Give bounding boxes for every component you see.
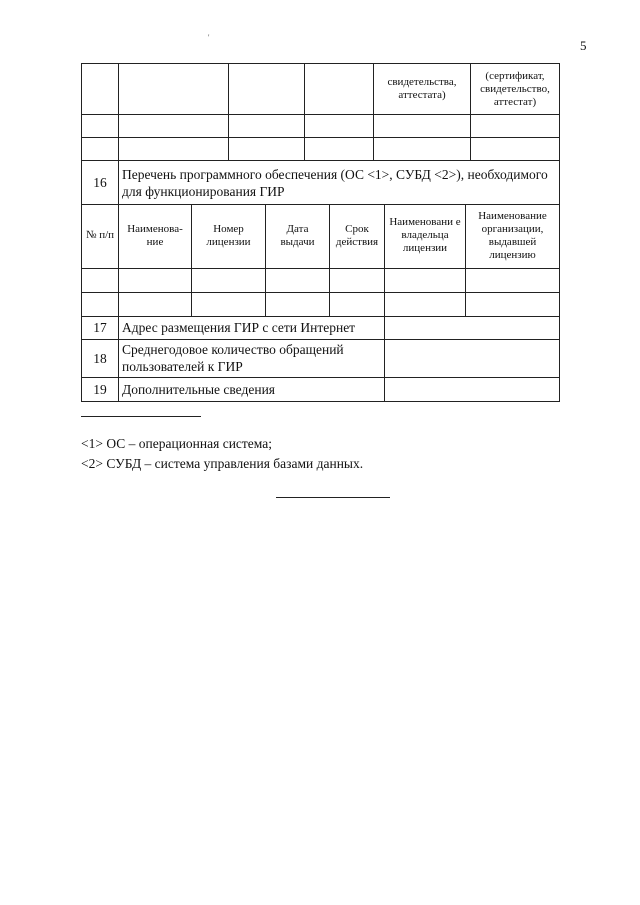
- row-number: 19: [82, 377, 119, 401]
- column-header: Наименовани е владельца лицензии: [385, 204, 466, 268]
- value-cell: [385, 316, 560, 339]
- table-row: [82, 64, 560, 115]
- footnote-2: <2> СУБД – система управления базами данных.: [81, 456, 364, 471]
- table-header-row: [82, 204, 560, 268]
- table-cell: (сертификат, свидетельство, аттестат): [471, 64, 560, 115]
- column-header: Срок действия: [330, 204, 385, 268]
- table-bottom: [81, 204, 560, 402]
- table-cell: [229, 64, 305, 115]
- column-header: № п/п: [82, 204, 119, 268]
- row-number: 16: [82, 161, 119, 205]
- value-cell: [385, 339, 560, 377]
- table-row: [82, 138, 560, 161]
- table-row: [82, 377, 560, 401]
- footnotes: [81, 434, 363, 474]
- scan-speck: ': [208, 33, 210, 42]
- table-row: [82, 268, 560, 292]
- table-top: [81, 63, 560, 205]
- table-row: [82, 316, 560, 339]
- row-number: 17: [82, 316, 119, 339]
- table-cell: [82, 64, 119, 115]
- row-text: Адрес размещения ГИР с сети Интернет: [119, 316, 385, 339]
- column-header: Наименова-ние: [119, 204, 192, 268]
- value-cell: [385, 377, 560, 401]
- column-header: Номер лицензии: [192, 204, 266, 268]
- column-header: Наименование организации, выдавшей лицензию: [466, 204, 560, 268]
- row-number: 18: [82, 339, 119, 377]
- row-text: Перечень программного обеспечения (ОС <1>, СУБД <2>), необходимого для функционирования ГИР: [119, 161, 560, 205]
- table-row: [82, 161, 560, 205]
- row-text: Среднегодовое количество обращений пользователей к ГИР: [119, 339, 385, 377]
- table-row: [82, 339, 560, 377]
- end-divider: [276, 497, 390, 498]
- row-text: Дополнительные сведения: [119, 377, 385, 401]
- footnote-1: <1> ОС – операционная система;: [81, 436, 272, 451]
- table-cell: [305, 64, 374, 115]
- column-header: Дата выдачи: [266, 204, 330, 268]
- footnote-divider: [81, 416, 201, 417]
- page-number: 5: [580, 38, 587, 53]
- table-row: [82, 115, 560, 138]
- table-row: [82, 292, 560, 316]
- table-cell: [119, 64, 229, 115]
- table-cell: свидетельства, аттестата): [374, 64, 471, 115]
